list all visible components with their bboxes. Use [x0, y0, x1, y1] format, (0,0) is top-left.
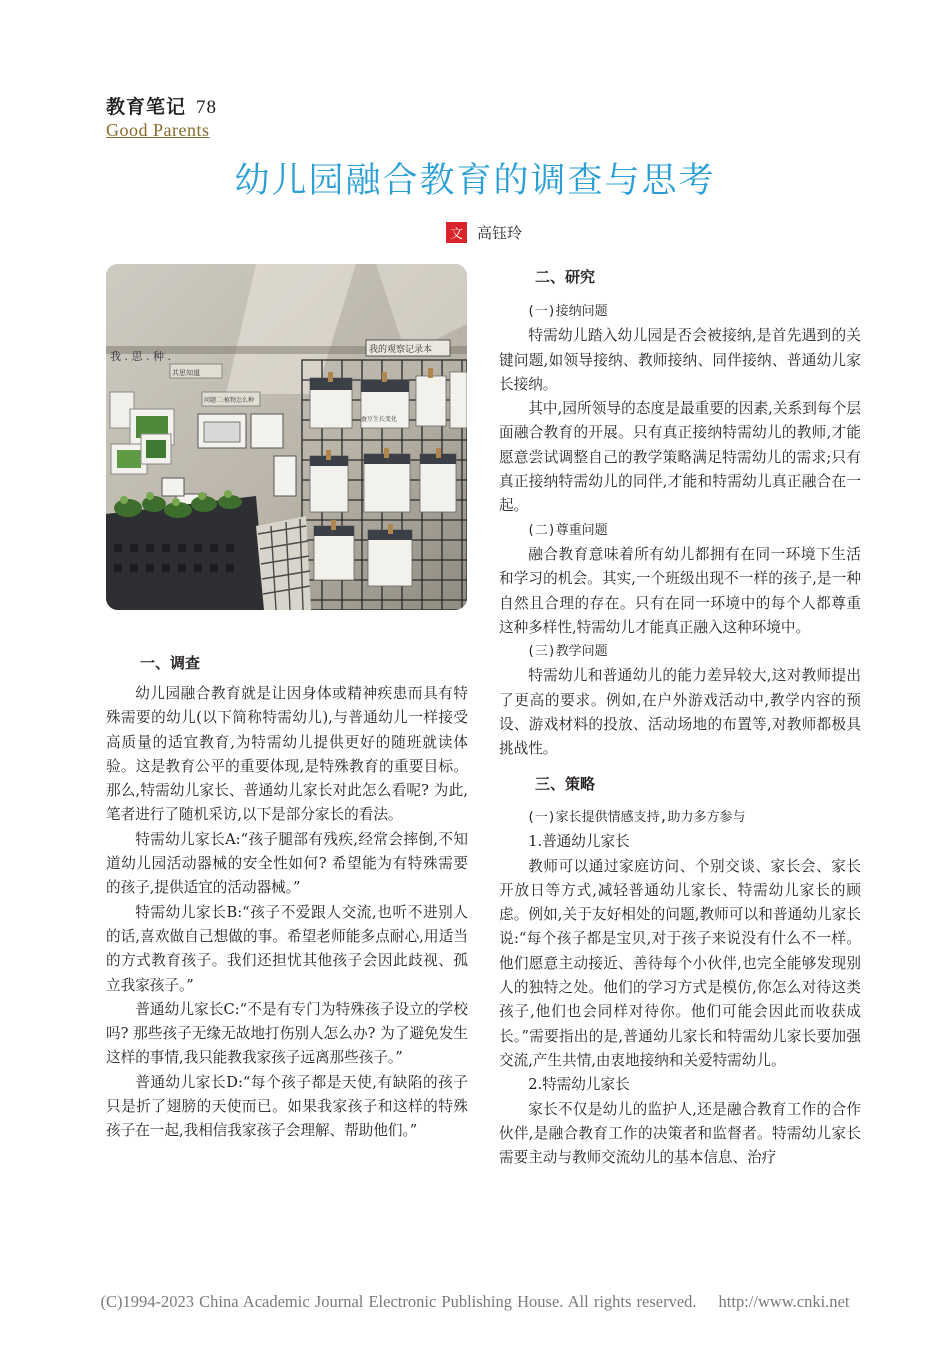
label-two: 问题二:植物怎么种 — [204, 397, 255, 404]
record-card-label: 蚕豆生长变化 — [361, 416, 398, 423]
magazine-name: Good Parents — [106, 120, 210, 140]
paragraph: 特需幼儿家长A:“孩子腿部有残疾,经常会摔倒,不知道幼儿园活动器械的安全性如何? 希望能为有特殊需要的孩子,提供适宜的活动器械。” — [106, 830, 468, 897]
section-heading-survey: 一、调查 — [140, 654, 201, 672]
paragraph: 普通幼儿家长D:“每个孩子都是天使,有缺陷的孩子只是折了翅膀的天使而已。如果我家孩子和这样的特殊孩子在一起,我相信我家孩子会理解、帮助他们。” — [106, 1073, 468, 1140]
photo-illustration — [106, 264, 467, 610]
left-column — [106, 682, 468, 1144]
paragraph: 其中,园所领导的态度是最重要的因素,关系到每个层面融合教育的开展。只有真正接纳特需幼儿的教师,才能愿意尝试调整自己的教学策略满足特需幼儿的需求;只有真正接纳特需幼儿的同伴,才能和特需幼儿真正融合在一起。 — [499, 400, 861, 515]
paragraph: 幼儿园融合教育就是让因身体或精神疾患而具有特殊需要的幼儿(以下简称特需幼儿),与普通幼儿一样接受高质量的适宜教育,为特需幼儿提供更好的随班就读体验。这是教育公平的重要体现,是特殊教育的重要目标。那么,特需幼儿家长、普通幼儿家长对此怎么看呢? 为此,笔者进行了随机采访,以下是部分家长的看法。 — [106, 685, 468, 824]
paragraph: 特需幼儿和普通幼儿的能力差异较大,这对教师提出了更高的要求。例如,在户外游戏活动中,教学内容的预设、游戏材料的投放、活动场地的布置等,对教师都极具挑战性。 — [499, 667, 861, 758]
subheading: (一)家长提供情感支持,助力多方参与 — [527, 809, 746, 825]
column-name: 教育笔记 78 — [106, 96, 218, 118]
paragraph: 家长不仅是幼儿的监护人,还是融合教育工作的合作伙伴,是融合教育工作的决策者和监督者。特需幼儿家长需要主动与教师交流幼儿的基本信息、治疗 — [499, 1100, 861, 1167]
paragraph: 教师可以通过家庭访问、个别交谈、家长会、家长开放日等方式,减轻普通幼儿家长、特需幼儿家长的顾虑。例如,关于友好相处的问题,教师可以和普通幼儿家长说:“每个孩子都是宝贝,对于孩子来说没有什么不一样。他们愿意主动接近、善待每个小伙伴,也完全能够发现别人的独特之处。他们的学习方式是模仿,你怎么对待这类孩子,他们也会同样对待你。他们可能会因此而收获成长。”需要指出的是,普通幼儿家长和特需幼儿家长要加强交流,产生共情,由衷地接纳和关爱特需幼儿。 — [499, 857, 861, 1069]
paragraph: 特需幼儿踏入幼儿园是否会被接纳,是首先遇到的关键问题,如领导接纳、教师接纳、同伴接纳、普通幼儿家长接纳。 — [499, 327, 861, 393]
label-one: 共思知道 — [172, 369, 200, 377]
section-heading-strategy: 三、策略 — [535, 774, 596, 793]
subheading: (三)教学问题 — [527, 644, 608, 660]
banner-label: 我的观察记录本 — [369, 345, 433, 355]
byline — [446, 222, 522, 243]
byline-tag: 文 — [446, 222, 467, 243]
copyright-footer — [0, 1292, 950, 1312]
section-heading-research: 二、研究 — [535, 268, 596, 286]
classroom-photo — [106, 264, 467, 610]
running-header — [106, 92, 217, 141]
subheading: (一)接纳问题 — [527, 304, 608, 319]
paragraph: 普通幼儿家长C:“不是有专门为特殊孩子设立的学校吗? 那些孩子无缘无故地打伤别人怎么办? 为了避免发生这样的事情,我只能教我家孩子远离那些孩子。” — [106, 1000, 468, 1067]
paragraph: 特需幼儿家长B:“孩子不爱跟人交流,也听不进别人的话,喜欢做自己想做的事。希望老师能多点耐心,用适当的方式教育孩子。我们还担忧其他孩子会因此歧视、孤立我家孩子。” — [106, 903, 468, 994]
copyright-text: (C)1994-2023 China Academic Journal Electronic Publishing House. All rights reserved. — [100, 1292, 697, 1311]
right-column — [499, 300, 861, 1170]
paragraph: 融合教育意味着所有幼儿都拥有在同一环境下生活和学习的机会。其实,一个班级出现不一样的孩子,是一种自然且合理的存在。只有在同一环境中的每个人都尊重这种多样性,特需幼儿才能真正融入这种环境中。 — [499, 545, 861, 636]
page-number: 78 — [196, 97, 218, 118]
wall-title: 我 . 思 . 种 . — [110, 350, 171, 363]
numbered-heading: 2.特需幼儿家长 — [528, 1076, 630, 1094]
subheading: (二)尊重问题 — [527, 522, 608, 538]
article-title: 幼儿园融合教育的调查与思考 — [234, 161, 716, 201]
author-name: 高钰玲 — [477, 224, 523, 242]
numbered-heading: 1.普通幼儿家长 — [528, 833, 630, 851]
cnki-link[interactable]: http://www.cnki.net — [718, 1292, 850, 1311]
